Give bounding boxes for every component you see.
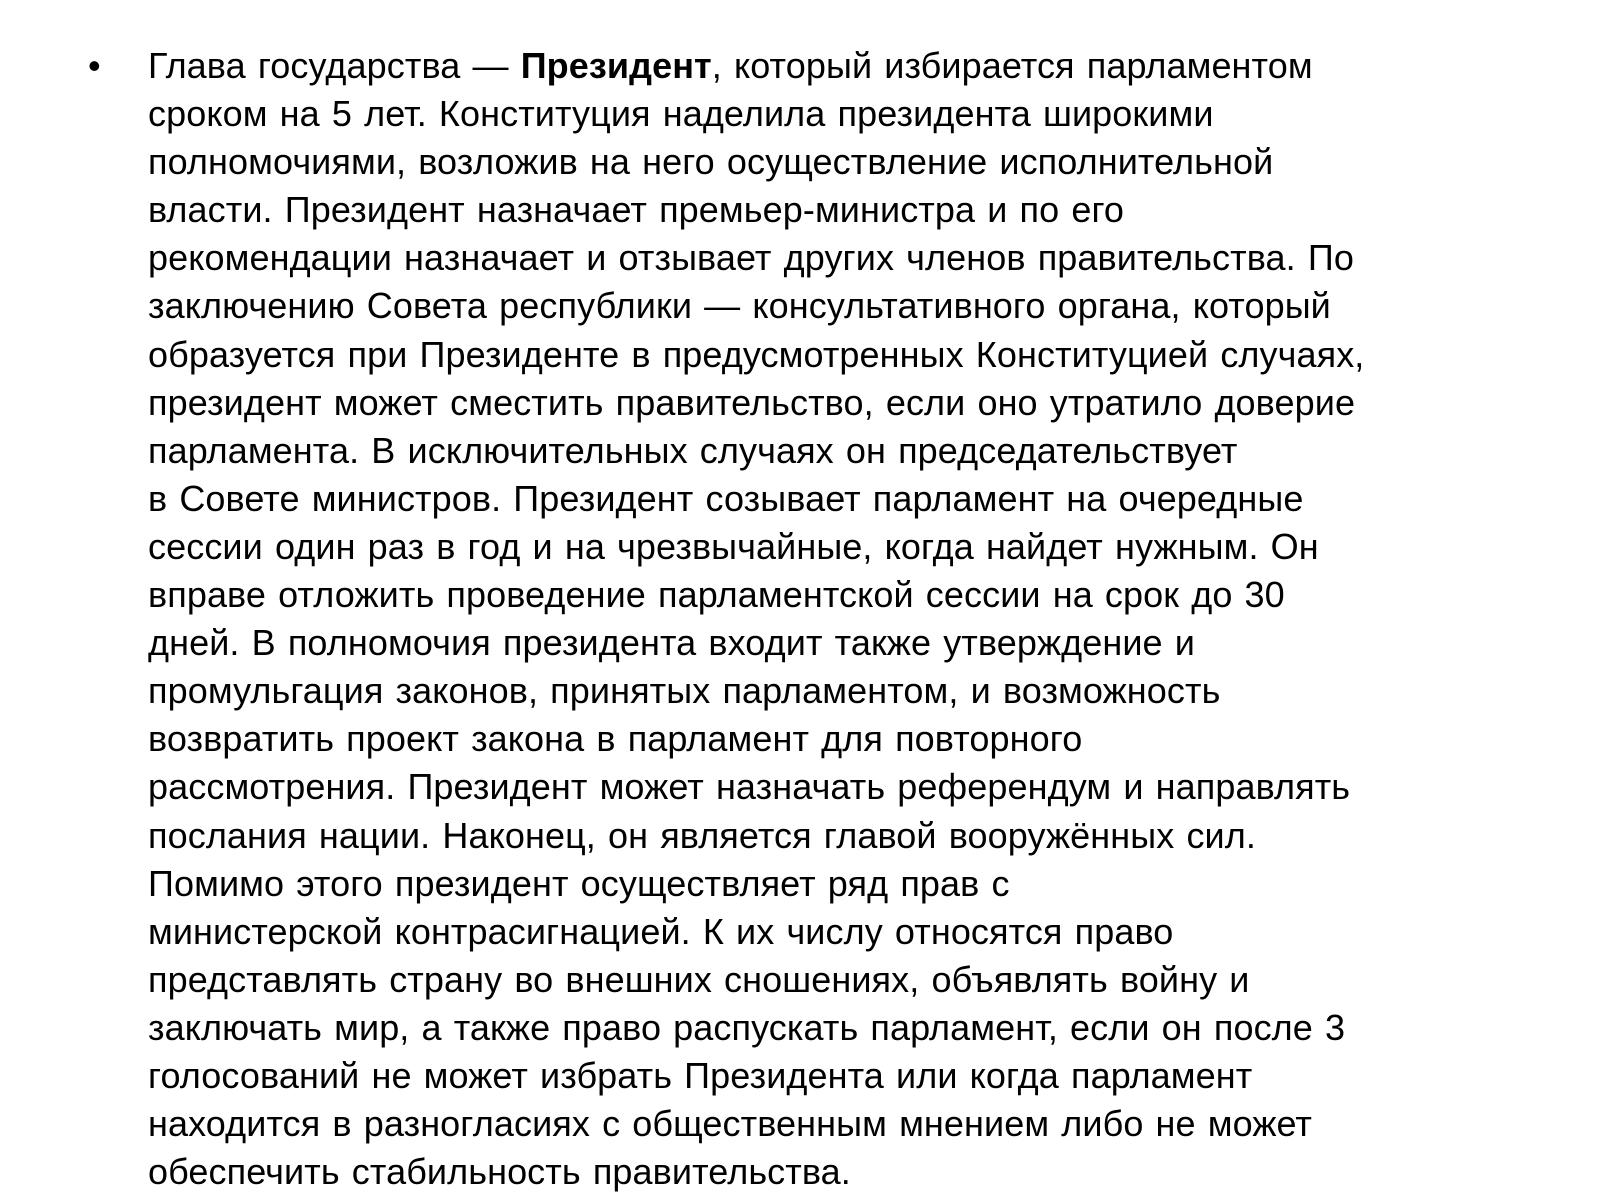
text-line: представлять страну во внешних сношениях, объявлять войну и [148,958,1250,1000]
bullet-icon: • [88,45,101,86]
text-line: министерской контрасигнацией. К их числу относятся право [148,910,1174,952]
text-line: парламента. В исключительных случаях он председательствует [148,429,1238,471]
text-line: дней. В полномочия президента входит также утверждение и [148,622,1195,664]
text-line: полномочиями, возложив на него осуществление исполнительной [148,141,1274,183]
bold-term: Президент [520,45,712,86]
text-line: сессии один раз в год и на чрезвычайные, когда найдет нужным. Он [148,525,1319,567]
text-line: голосований не может избрать Президента или когда парламент [148,1054,1253,1096]
text-line [148,42,1528,90]
text-line: рассмотрения. Президент может назначать референдум и направлять [148,766,1351,808]
text-line: сроком на 5 лет. Конституция наделила президента широкими [148,93,1214,135]
text-line: промульгация законов, принятых парламентом, и возможность [148,670,1221,712]
text-run: Глава государства — [148,45,521,86]
text-line: заключению Совета республики — консультативного органа, который [148,285,1331,327]
text-line: президент может сместить правительство, если оно утратило доверие [148,381,1356,423]
text-line: вправе отложить проведение парламентской сессии на срок до 30 [148,574,1285,616]
text-line: Помимо этого президент осуществляет ряд прав с [148,862,1010,904]
text-line: заключать мир, а также право распускать парламент, если он после 3 [148,1006,1346,1048]
text-run: , который избирается парламентом [711,45,1313,86]
text-line: находится в разногласиях с общественным мнением либо не может [148,1103,1313,1145]
text-line: рекомендации назначает и отзывает других членов правительства. По [148,237,1354,279]
text-line: власти. Президент назначает премьер-министра и по его [148,189,1125,231]
text-line: возвратить проект закона в парламент для повторного [148,718,1083,760]
text-line: обеспечить стабильность правительства. [148,1151,851,1193]
text-line: в Совете министров. Президент созывает парламент на очередные [148,477,1304,519]
text-line: послания нации. Наконец, он является главой вооружённых сил. [148,814,1256,856]
text-line: образуется при Президенте в предусмотренных Конституцией случаях, [148,333,1365,375]
bullet-text [148,42,1528,1196]
